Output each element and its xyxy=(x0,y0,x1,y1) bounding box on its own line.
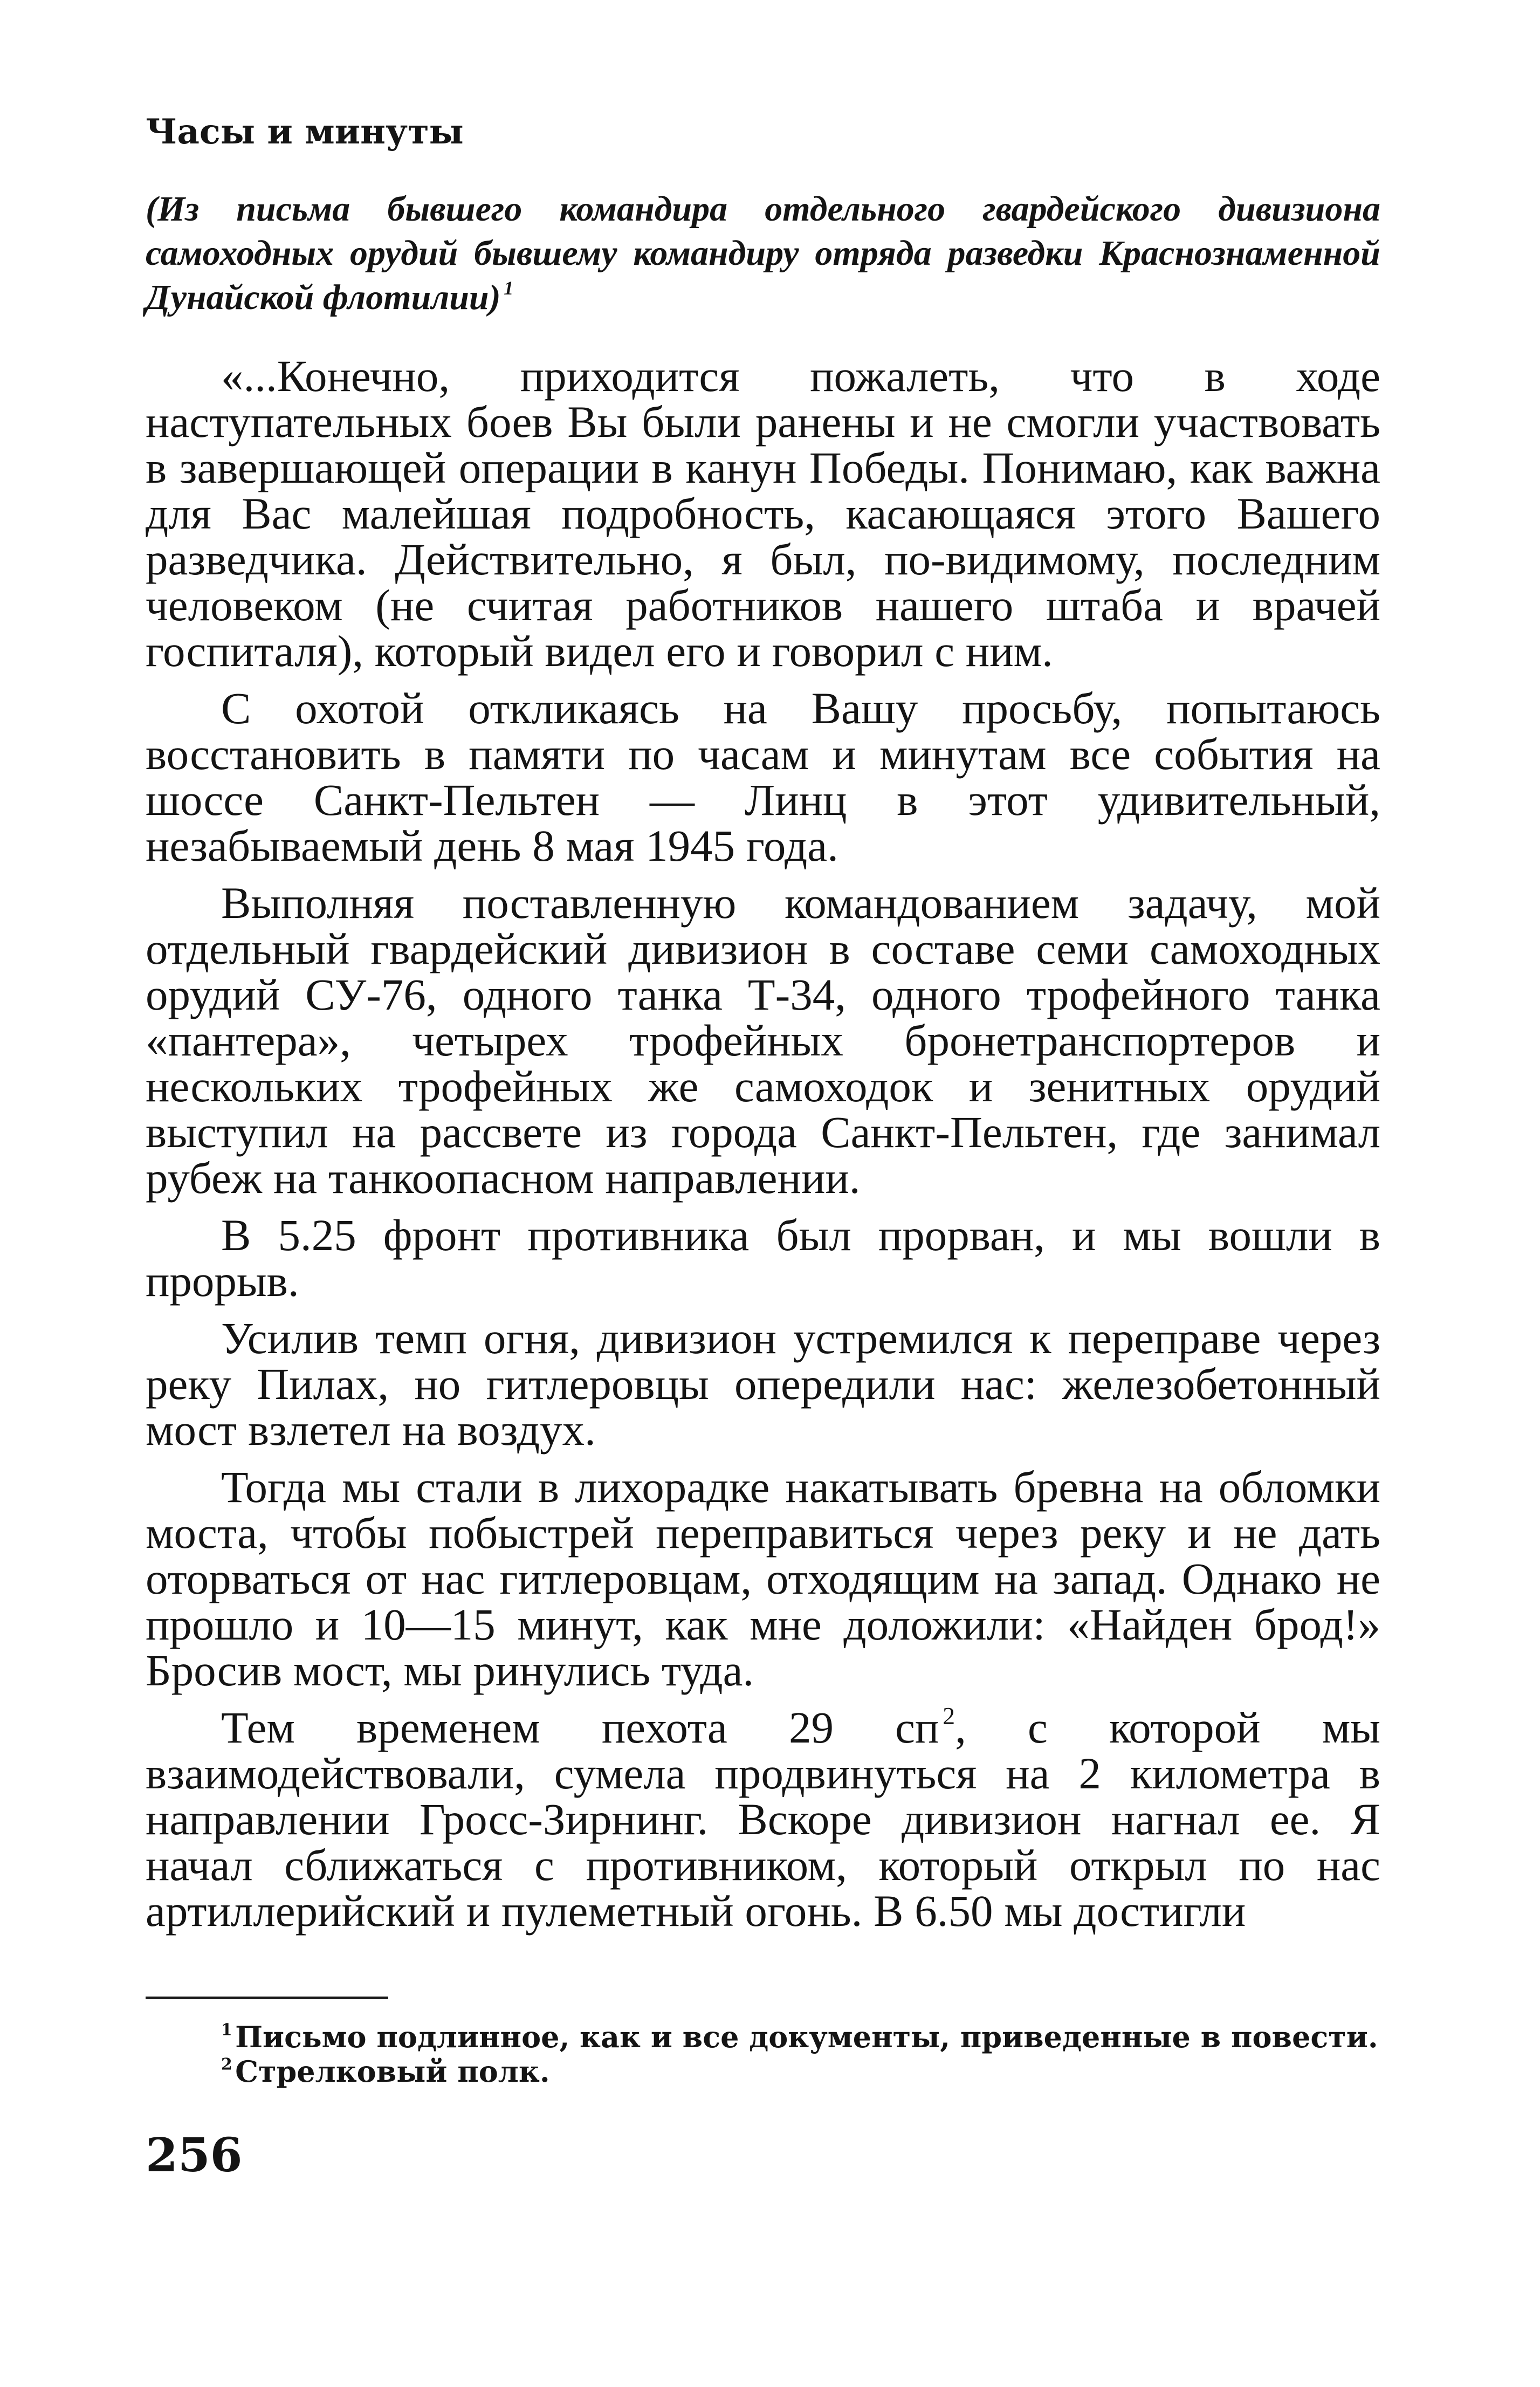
footnote-1 xyxy=(146,2020,1380,2054)
section-title: Часы и минуты xyxy=(146,112,464,152)
paragraph-6: Тогда мы стали в лихорадке накатывать бревна на обломки моста, чтобы побыстрей переправиться через реку и не дать оторваться от нас гитлеровцам, отходящим на запад. Однако не прошло и 10—15 минут, как мне доложили: «Найден брод!» Бросив мост, мы ринулись туда. xyxy=(146,1462,1380,1695)
text-column xyxy=(146,111,1380,2183)
footnote-1-text: Письмо подлинное, как и все документы, приведенные в повести. xyxy=(235,2020,1378,2054)
paragraph-2: С охотой откликаясь на Вашу просьбу, попытаюсь восстановить в памяти по часам и минутам все события на шоссе Санкт-Пельтен — Линц в этот удивительный, незабываемый день 8 мая 1945 года. xyxy=(146,683,1380,870)
footnote-2-mark: 2 xyxy=(221,2055,232,2074)
paragraph-7-rest: , с которой мы взаимодействовали, сумела продвинуться на 2 километра в направлении Гросс-Зирнинг. Вскоре дивизион нагнал ее. Я начал сближаться с противником, который открыл по нас артиллерийский и пулеметный огонь. В 6.50 мы достигли xyxy=(146,1703,1380,1936)
footnote-2 xyxy=(146,2054,1380,2089)
page-number: 256 xyxy=(146,2128,243,2183)
paragraph-4: В 5.25 фронт противника был прорван, и мы вошли в прорыв. xyxy=(146,1210,1380,1306)
paragraph-7-start: Тем временем пехота 29 сп xyxy=(221,1703,939,1752)
footnote-2-text: Стрелковый полк. xyxy=(235,2054,550,2089)
paragraph-3: Выполняя поставленную командованием задачу, мой отдельный гвардейский дивизион в составе семи самоходных орудий СУ-76, одного танка Т-34, одного трофейного танка «пантера», четырех трофейных бронетранспортеров и нескольких трофейных же самоходок и зенитных орудий выступил на рассвете из города Санкт-Пельтен, где занимал рубеж на танкоопасном направлении. xyxy=(146,878,1380,1203)
footnote-divider xyxy=(146,1997,388,1999)
letter-source-note xyxy=(146,187,1380,320)
footnote-ref-1: 1 xyxy=(504,277,514,299)
paragraph-5: Усилив темп огня, дивизион устремился к переправе через реку Пилах, но гитлеровцы опередили нас: железобетонный мост взлетел на воздух. xyxy=(146,1313,1380,1455)
footnote-ref-2: 2 xyxy=(943,1702,955,1730)
paragraph-7 xyxy=(146,1702,1380,1936)
paragraph-1: «...Конечно, приходится пожалеть, что в ходе наступательных боев Вы были ранены и не смогли участвовать в завершающей операции в канун Победы. Понимаю, как важна для Вас малейшая подробность, касающаяся этого Вашего разведчика. Действительно, я был, по-видимому, последним человеком (не считая работников нашего штаба и врачей госпиталя), который видел его и говорил с ним. xyxy=(146,351,1380,676)
letter-source-text: (Из письма бывшего командира отдельного гвардейского дивизиона самоходных орудий бывшему командиру отряда разведки Краснознаменной Дунайской флотилии) xyxy=(146,189,1380,317)
footnote-1-mark: 1 xyxy=(221,2020,232,2040)
